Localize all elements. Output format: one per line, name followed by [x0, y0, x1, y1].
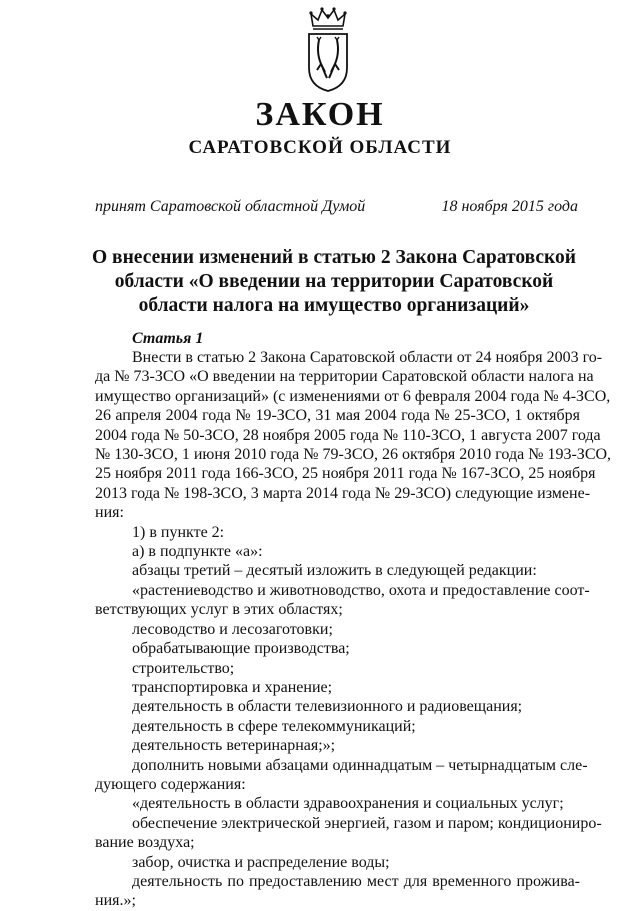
heading-line: области налога на имущество организаций» [138, 295, 530, 316]
body-line: забор, очистка и распределение воды; [132, 853, 390, 871]
body-line: строительство; [132, 659, 235, 677]
body-line: 2004 года № 50-ЗСО, 28 ноября 2005 года № 110-ЗСО, 1 августа 2007 года [95, 426, 601, 444]
body-line: ния.»; [95, 892, 136, 910]
body-line: деятельность по предоставлению мест для временного прожива- [132, 872, 580, 890]
article-title: Статья 1 [132, 330, 204, 347]
body-line: ветствующих услуг в этих областях; [95, 601, 343, 619]
body-line: да № 73-ЗСО «О введении на территории Саратовской области налога на [95, 368, 594, 386]
body-line: обрабатывающие производства; [132, 640, 350, 658]
body-line: «растениеводство и животноводство, охота и предоставление соот- [132, 581, 590, 599]
article-body [95, 348, 612, 911]
body-line: вание воздуха; [95, 834, 195, 852]
body-line: имущество организаций» (с изменениями от 6 февраля 2004 года № 4-ЗСО, [95, 387, 611, 405]
body-line: дующего содержания: [95, 775, 246, 793]
body-line: а) в подпункте «а»: [132, 543, 263, 561]
law-heading [88, 246, 580, 318]
coat-of-arms-emblem [305, 6, 351, 92]
heading-line: О внесении изменений в статью 2 Закона Саратовской [92, 247, 576, 268]
adopted-by-text: принят Саратовской областной Думой [95, 198, 366, 215]
heading-line: области «О введении на территории Саратовской [114, 271, 554, 292]
body-line: 26 апреля 2004 года № 19-ЗСО, 31 мая 2004 года № 25-ЗСО, 1 октября [95, 407, 580, 425]
region-title: САРАТОВСКОЙ ОБЛАСТИ [188, 137, 452, 158]
body-line: Внести в статью 2 Закона Саратовской области от 24 ноября 2003 го- [132, 349, 603, 366]
body-line: № 130-ЗСО, 1 июня 2010 года № 79-ЗСО, 26 октября 2010 года № 193-ЗСО, [95, 446, 612, 464]
body-line: «деятельность в области здравоохранения и социальных услуг; [132, 795, 564, 813]
body-line: 2013 года № 198-ЗСО, 3 марта 2014 года № 29-ЗСО) следующие измене- [95, 484, 591, 502]
body-line: абзацы третий – десятый изложить в следующей редакции: [132, 562, 537, 580]
body-line: дополнить новыми абзацами одиннадцатым – четырнадцатым сле- [132, 756, 588, 774]
body-line: деятельность ветеринарная;»; [132, 737, 336, 755]
body-line: лесоводство и лесозаготовки; [132, 620, 333, 638]
body-line: 25 ноября 2011 года 166-ЗСО, 25 ноября 2011 года № 167-ЗСО, 25 ноября [95, 465, 596, 483]
body-line: транспортировка и хранение; [132, 678, 333, 696]
body-line: обеспечение электрической энергией, газом и паром; кондициониро- [132, 814, 602, 832]
adopted-date-text: 18 ноября 2015 года [441, 198, 578, 215]
body-line: ния: [95, 504, 124, 522]
law-title: ЗАКОН [255, 96, 385, 133]
body-line: деятельность в области телевизионного и радиовещания; [132, 698, 523, 716]
body-line: деятельность в сфере телекоммуникаций; [132, 717, 416, 735]
body-line: 1) в пункте 2: [132, 523, 225, 541]
